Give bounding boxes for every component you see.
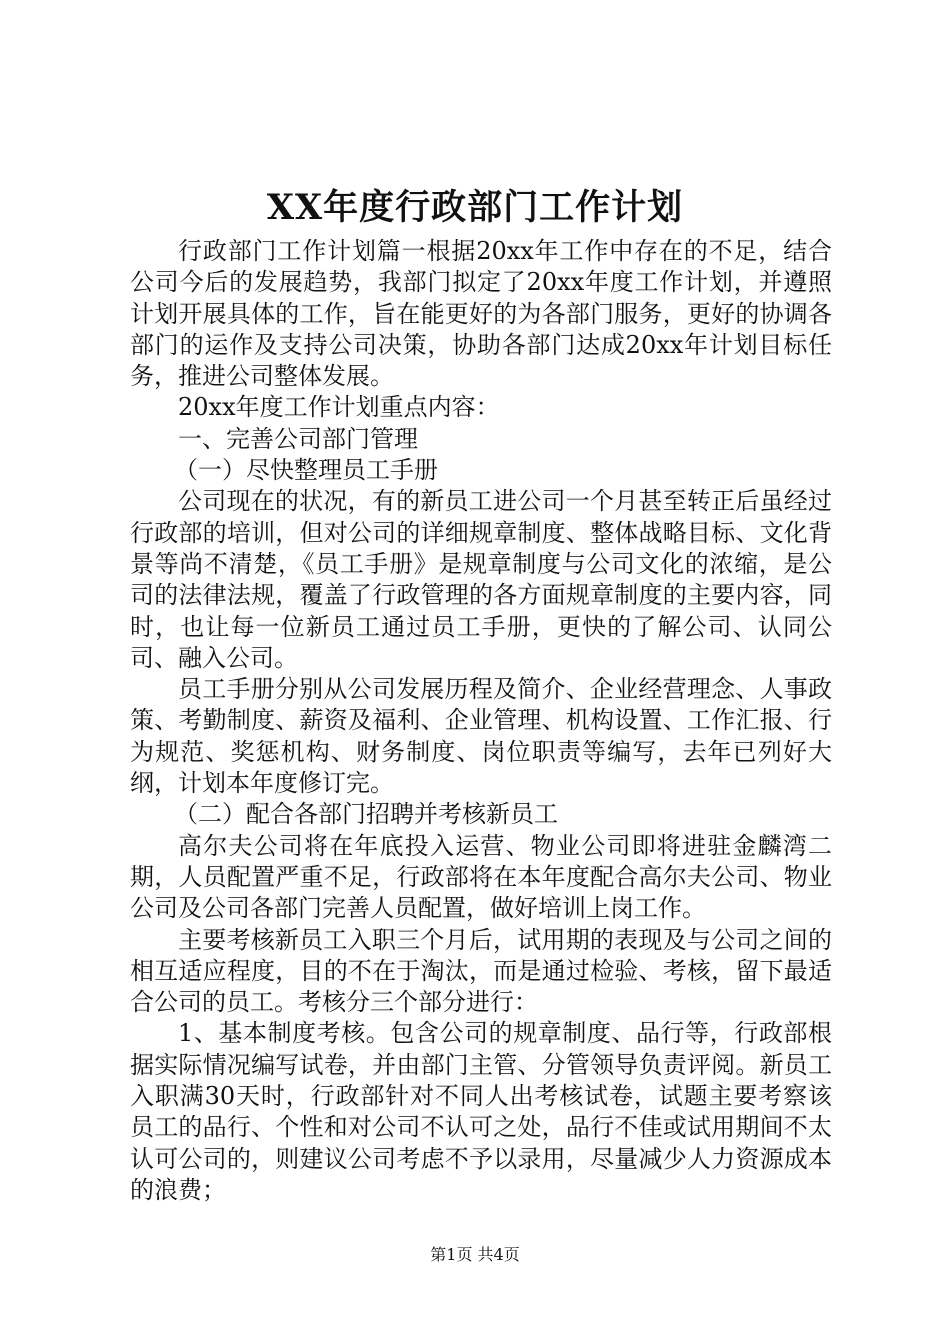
paragraph-intro: 行政部门工作计划篇一根据20xx年工作中存在的不足，结合公司今后的发展趋势，我部门拟定了20xx年度工作计划，并遵照计划开展具体的工作，旨在能更好的为各部门服务，更好的协调各部门的运作及支持公司决策，协助各部门达成20xx年计划目标任务，推进公司整体发展。 — [130, 237, 832, 391]
page-footer: 第1页 共4页 — [430, 1245, 520, 1264]
paragraph-basic-assessment: 1、基本制度考核。包含公司的规章制度、品行等，行政部根据实际情况编写试卷，并由部门主管、分管领导负责评阅。新员工入职满30天时，行政部针对不同人出考核试卷，试题主要考察该员工的品行、个性和对公司不认可之处，品行不佳或试用期间不太认可公司的，则建议公司考虑不予以录用，尽量减少人力资源成本的浪费； — [130, 1019, 832, 1204]
paragraph-recruitment: 高尔夫公司将在年底投入运营、物业公司即将进驻金麟湾二期，人员配置严重不足，行政部将在本年度配合高尔夫公司、物业公司及公司各部门完善人员配置，做好培训上岗工作。 — [130, 831, 832, 923]
subsection-heading-2: （二）配合各部门招聘并考核新员工 — [174, 800, 558, 829]
section-heading-1: 一、完善公司部门管理 — [178, 424, 418, 453]
paragraph-handbook-status: 公司现在的状况，有的新员工进公司一个月甚至转正后虽经过行政部的培训，但对公司的详细规章制度、整体战略目标、文化背景等尚不清楚，《员工手册》是规章制度与公司文化的浓缩，是公司的法律法规，覆盖了行政管理的各方面规章制度的主要内容，同时，也让每一位新员工通过员工手册，更快的了解公司、认同公司、融入公司。 — [130, 487, 832, 672]
paragraph-handbook-content: 员工手册分别从公司发展历程及简介、企业经营理念、人事政策、考勤制度、薪资及福利、企业管理、机构设置、工作汇报、行为规范、奖惩机构、财务制度、岗位职责等编写，去年已列好大纲，计划本年度修订完。 — [130, 675, 832, 798]
paragraph-key-content: 20xx年度工作计划重点内容： — [178, 393, 500, 422]
document-body — [130, 236, 832, 1206]
subsection-heading-1: （一）尽快整理员工手册 — [174, 456, 438, 485]
document-title: XX年度行政部门工作计划 — [266, 187, 684, 228]
paragraph-assessment: 主要考核新员工入职三个月后，试用期的表现及与公司之间的相互适应程度，目的不在于淘汰，而是通过检验、考核，留下最适合公司的员工。考核分三个部分进行： — [130, 925, 832, 1017]
